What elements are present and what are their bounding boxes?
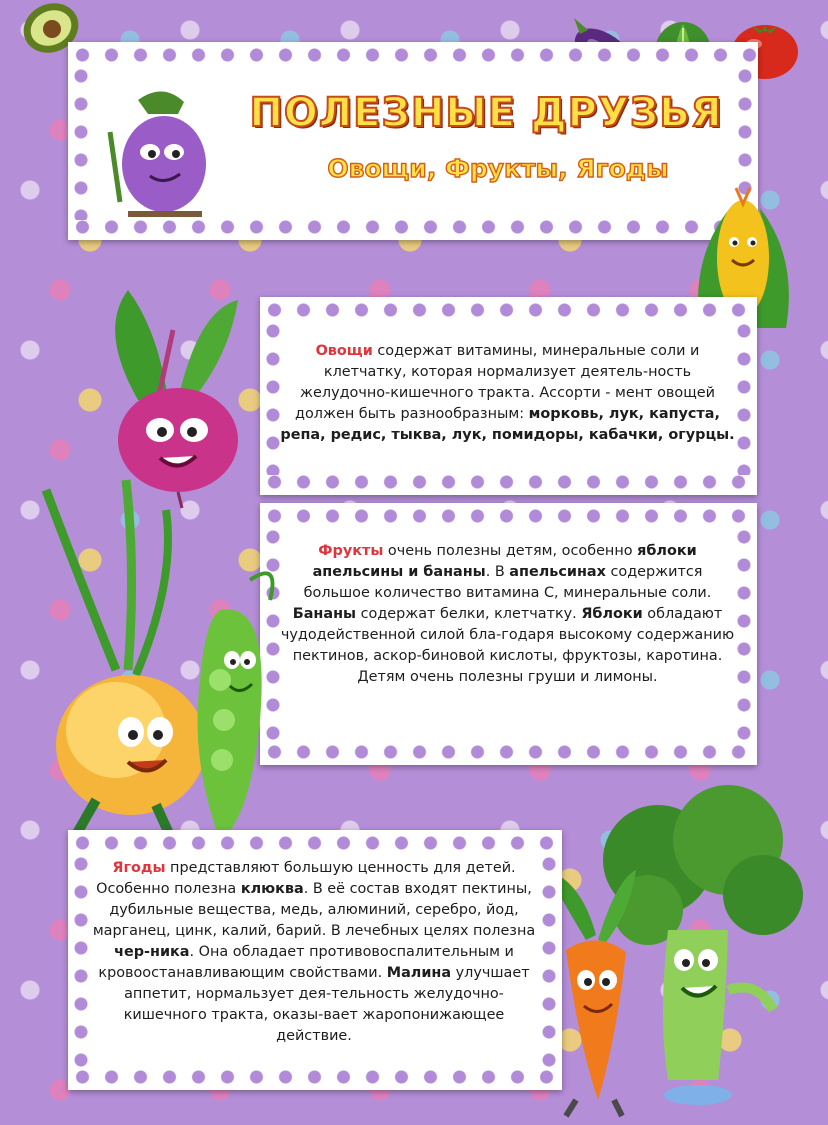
berries-card xyxy=(68,830,562,1090)
header-panel xyxy=(68,42,758,240)
fruits-heading: Фрукты xyxy=(318,543,384,559)
berries-text: Ягоды представляют большую ценность для детей. Особенно полезна клюква. В её состав входят пектины, дубильные вещества, медь, алюминий, серебро, йод, марганец, цинк, калий, барий. В лечебных целях полезна чер-ника. Она обладает противовоспалительным и кровоостанавливающим свойствами. Малина улучшает аппетит, нормальзует дея-тельность желудочно-кишечного тракта, оказы-вает жаропонижающее действие. xyxy=(92,860,536,1044)
fruits-card xyxy=(260,503,757,765)
berries-heading: Ягоды xyxy=(112,860,166,876)
vegetables-list: морковь, лук, капуста, репа, редис, тыква, лук, помидоры, кабачки, огурцы. xyxy=(280,406,735,443)
eggplant-character xyxy=(98,72,228,222)
vegetables-text: Овощи содержат витамины, минеральные соли и клетчатку, которая нормализует деятель-ность желудочно-кишечного тракта. Ассорти - мент овощей должен быть разнообразным: морковь, лук, капуста, репа, редис, тыква, лук, помидоры, кабачки, огурцы. xyxy=(280,343,735,443)
page-subtitle: Овощи, Фрукты, Ягоды xyxy=(327,154,669,183)
peapod-character xyxy=(180,560,290,850)
vegetables-heading: Овощи xyxy=(315,343,373,359)
fruits-text: Фрукты очень полезны детям, особенно яблоки апельсины и бананы. В апельсинах содержится большое количество витамина С, минеральные соли. Бананы содержат белки, клетчатку. Яблоки обладают чудодейственной силой бла-годаря высокому содержанию пектинов, аскор-биновой кислоты, фруктозы, каротина. Детям очень полезны груши и лимоны. xyxy=(280,543,735,685)
page-title: ПОЛЕЗНЫЕ ДРУЗЬЯ xyxy=(249,90,723,136)
vegetables-card xyxy=(260,297,757,495)
